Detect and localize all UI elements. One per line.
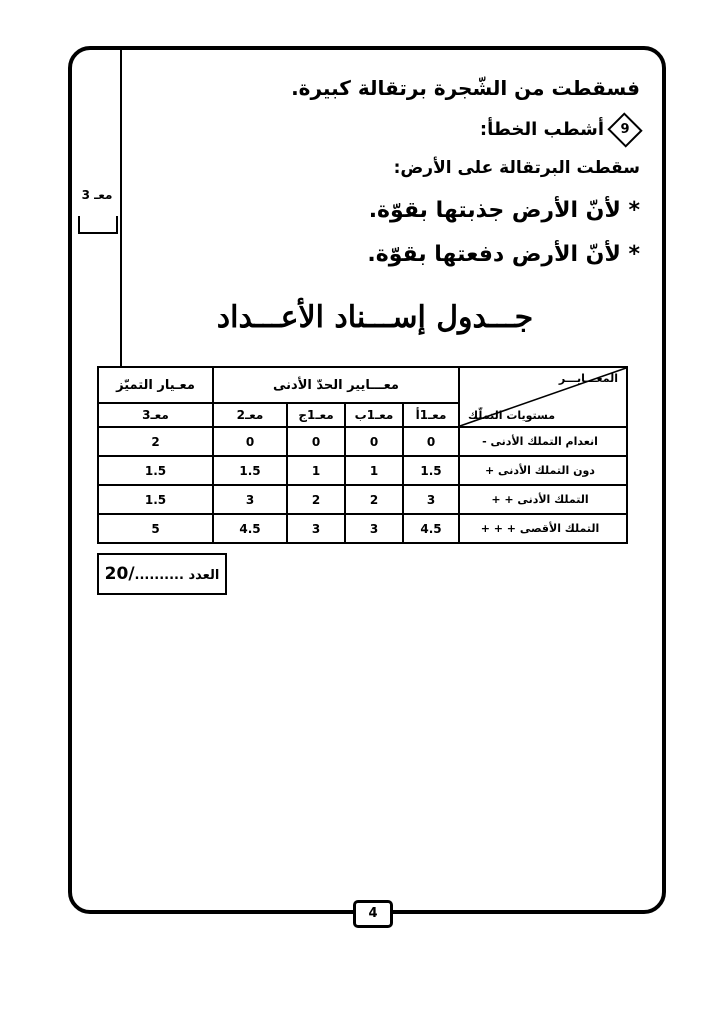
subheader-cell: معـ2 — [213, 403, 287, 427]
value-cell: 0 — [345, 427, 403, 456]
value-cell: 0 — [403, 427, 459, 456]
value-cell: 1 — [287, 456, 345, 485]
table-row — [98, 485, 627, 514]
criterion-score-box — [78, 216, 118, 234]
question-number: 9 — [620, 122, 630, 137]
excellence-criteria-header: معـيار التميّز — [98, 367, 213, 403]
criterion-label: معـ 3 — [81, 188, 113, 202]
value-cell: 1.5 — [213, 456, 287, 485]
value-cell: 1.5 — [98, 485, 213, 514]
subheader-cell: معـ1ب — [345, 403, 403, 427]
value-cell: 4.5 — [213, 514, 287, 543]
min-criteria-header: معـــايير الحدّ الأدنى — [213, 367, 459, 403]
grading-table — [97, 366, 628, 544]
answer-option-2[interactable]: * لأنّ الأرض دفعتها بقوّة. — [367, 242, 640, 267]
levels-label: مستويات التملّك — [468, 409, 556, 422]
value-cell: 4.5 — [403, 514, 459, 543]
level-cell: انعدام التملك الأدنى - — [459, 427, 627, 456]
value-cell: 3 — [287, 514, 345, 543]
value-cell: 0 — [287, 427, 345, 456]
score-dots: .......... — [134, 568, 184, 583]
question-text: أشطب الخطأ: — [479, 119, 604, 140]
value-cell: 2 — [98, 427, 213, 456]
criteria-label: المعـــايـــر — [558, 372, 618, 385]
value-cell: 3 — [213, 485, 287, 514]
level-cell: دون التملك الأدنى + — [459, 456, 627, 485]
value-cell: 2 — [287, 485, 345, 514]
subheader-cell: معـ1أ — [403, 403, 459, 427]
table-heading: جـــدول إســـناد الأعـــداد — [216, 300, 534, 335]
subheader-cell: معـ1ج — [287, 403, 345, 427]
criteria-corner-cell — [459, 367, 627, 427]
value-cell: 1 — [345, 456, 403, 485]
story-line: فسقطت من الشّجرة برتقالة كبيرة. — [291, 76, 640, 100]
score-total: /20 — [104, 564, 135, 584]
question-instruction — [480, 118, 638, 142]
answer-option-1[interactable]: * لأنّ الأرض جذبتها بقوّة. — [368, 198, 640, 223]
level-cell: التملك الأدنى + + — [459, 485, 627, 514]
value-cell: 1.5 — [98, 456, 213, 485]
value-cell: 0 — [213, 427, 287, 456]
question-prompt: سقطت البرتقالة على الأرض: — [393, 158, 640, 178]
value-cell: 2 — [345, 485, 403, 514]
table-row — [98, 456, 627, 485]
page-number: 4 — [353, 900, 393, 928]
subheader-cell: معـ3 — [98, 403, 213, 427]
value-cell: 3 — [345, 514, 403, 543]
level-cell: التملك الأقصى + + + — [459, 514, 627, 543]
table-header-row — [98, 367, 627, 403]
value-cell: 3 — [403, 485, 459, 514]
table-row — [98, 427, 627, 456]
value-cell: 1.5 — [403, 456, 459, 485]
value-cell: 5 — [98, 514, 213, 543]
table-row — [98, 514, 627, 543]
score-box — [97, 553, 227, 595]
score-label: العدد — [188, 568, 220, 583]
